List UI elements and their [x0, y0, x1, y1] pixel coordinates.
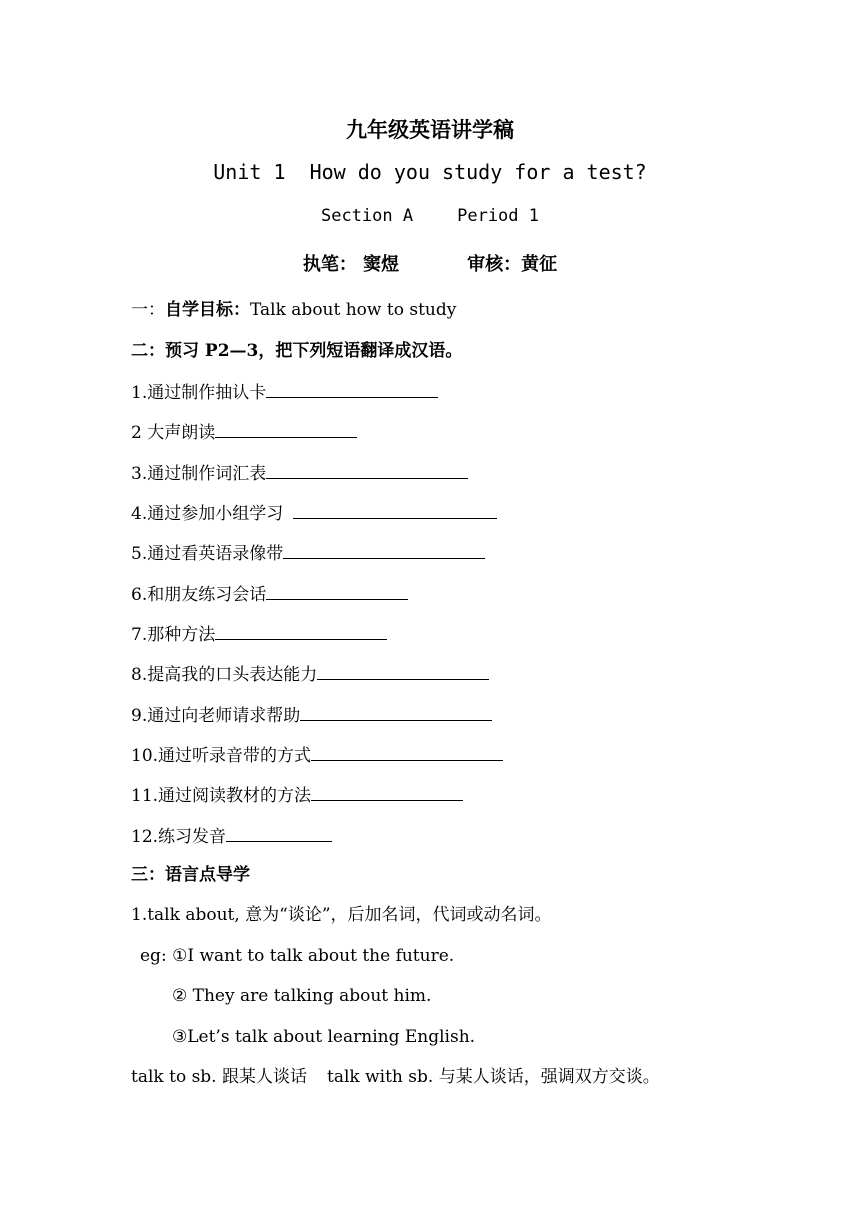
example-line — [140, 944, 454, 968]
answer-blank[interactable] — [283, 540, 485, 559]
list-item: 1.通过制作抽认卡 — [131, 379, 438, 405]
answer-blank[interactable] — [311, 742, 503, 761]
study-goal — [131, 298, 456, 322]
list-item: 6.和朋友练习会话 — [131, 581, 408, 607]
document-title: 九年级英语讲学稿 — [346, 117, 514, 142]
answer-blank[interactable] — [266, 460, 468, 479]
answer-blank[interactable] — [266, 379, 438, 398]
example-2: ② They are talking about him. — [172, 986, 432, 1006]
list-item: 12.练习发音 — [131, 823, 332, 849]
language-points-heading: 三：语言点导学 — [131, 865, 250, 885]
list-item: 3.通过制作词汇表 — [131, 460, 468, 486]
example-3: ③Let’s talk about learning English. — [172, 1027, 476, 1047]
note-talk-with: talk with sb. 与某人谈话，强调双方交谈。 — [327, 1067, 660, 1087]
example-1: ①I want to talk about the future. — [172, 946, 455, 966]
reviewer-label: 审核： — [467, 254, 522, 275]
author-label: 执笔： — [302, 254, 357, 275]
list-item: 2 大声朗读 — [131, 419, 357, 445]
reviewer-name: 黄征 — [521, 254, 558, 275]
period-label: Period 1 — [457, 206, 539, 226]
note-talk-to: talk to sb. 跟某人谈话 — [131, 1067, 307, 1087]
answer-blank[interactable] — [266, 581, 408, 600]
author-line — [0, 250, 860, 276]
goal-label: 自学目标： — [165, 300, 250, 320]
section-period — [0, 206, 860, 226]
preview-heading: 二：预习 P2—3，把下列短语翻译成汉语。 — [131, 341, 463, 361]
language-point-1: 1.talk about, 意为“谈论”，后加名词，代词或动名词。 — [131, 905, 552, 925]
answer-blank[interactable] — [317, 661, 489, 680]
answer-blank[interactable] — [215, 419, 357, 438]
list-item: 7.那种方法 — [131, 621, 387, 647]
eg-label: eg: — [140, 946, 173, 966]
answer-blank[interactable] — [311, 782, 463, 801]
unit-title: Unit 1 How do you study for a test? — [213, 160, 647, 184]
author-name: 窦煜 — [363, 254, 400, 275]
list-item: 10.通过听录音带的方式 — [131, 742, 503, 768]
goal-text: Talk about how to study — [250, 300, 457, 320]
list-item: 8.提高我的口头表达能力 — [131, 661, 489, 687]
list-item: 9.通过向老师请求帮助 — [131, 702, 492, 728]
section-label: Section A — [320, 206, 414, 226]
usage-note — [131, 1065, 660, 1089]
answer-blank[interactable] — [215, 621, 387, 640]
list-item: 11.通过阅读教材的方法 — [131, 782, 463, 808]
answer-blank[interactable] — [226, 823, 332, 842]
list-item: 5.通过看英语录像带 — [131, 540, 485, 566]
goal-prefix: 一： — [131, 300, 165, 320]
answer-blank[interactable] — [300, 702, 492, 721]
answer-blank[interactable] — [293, 500, 497, 519]
list-item: 4.通过参加小组学习 — [131, 500, 497, 526]
